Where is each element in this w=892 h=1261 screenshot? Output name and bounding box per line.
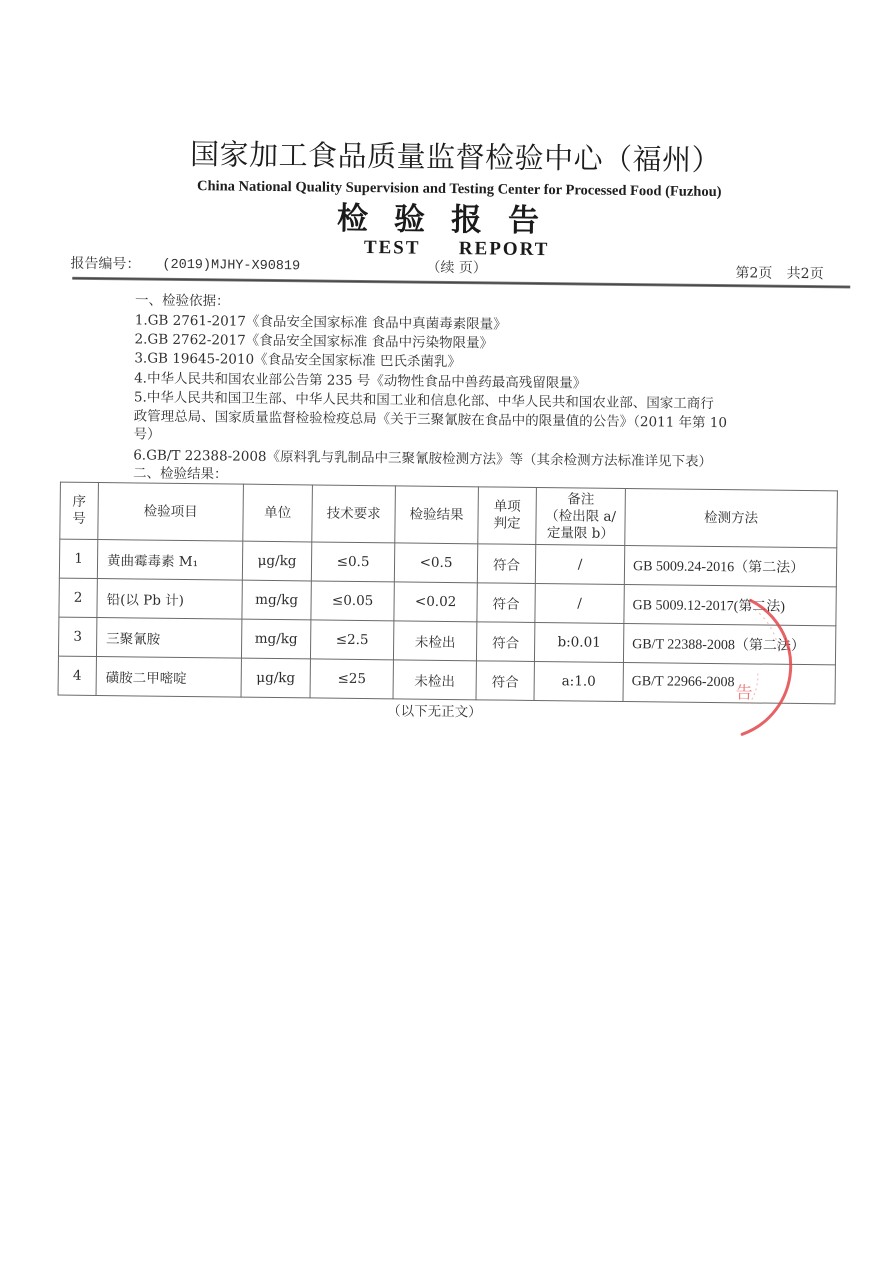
cell-unit: mg/kg [241, 619, 310, 659]
basis-heading: 一、检验依据： [134, 292, 230, 310]
report-number: (2019)MJHY-X90819 [162, 257, 301, 275]
cell-no: 2 [59, 578, 97, 617]
column-header-item [98, 483, 244, 542]
header-line: 单位 [264, 504, 292, 521]
cell-result: 未检出 [393, 660, 476, 700]
cell-requirement: ≤0.5 [311, 542, 394, 582]
cell-method: GB/T 22966-2008 [623, 662, 835, 703]
column-header-no [60, 482, 99, 539]
basis-line: 3.GB 19645-2010《食品安全国家标准 巴氏杀菌乳》 [134, 350, 461, 371]
organization-name-cn: 国家加工食品质量监督检验中心（福州） [189, 137, 722, 178]
cell-no: 1 [59, 539, 97, 578]
header-line: 定量限 b） [546, 524, 614, 542]
cell-judgement: 符合 [477, 544, 535, 584]
header-line: 序 [72, 493, 87, 510]
cell-item: 磺胺二甲嘧啶 [96, 657, 241, 698]
header-line: 号 [72, 510, 86, 527]
report-number-label: 报告编号： [70, 255, 141, 273]
header-line: 检测方法 [704, 509, 759, 526]
cell-no: 4 [58, 656, 96, 695]
cell-result: <0.02 [394, 582, 477, 622]
cell-item: 黄曲霉毒素 M₁ [97, 540, 242, 581]
column-header-unit [243, 484, 313, 542]
cell-item: 三聚氰胺 [96, 618, 241, 659]
report-title-cn: 检验报告 [336, 200, 566, 240]
basis-line: 号） [133, 426, 161, 443]
cell-remark: a:1.0 [534, 661, 623, 701]
cell-remark: / [535, 583, 624, 623]
report-title-en: TEST REPORT [363, 237, 550, 261]
cell-item: 铅(以 Pb 计) [97, 579, 242, 620]
header-divider [72, 277, 850, 289]
results-heading: 二、检验结果： [132, 465, 228, 483]
header-line: 技术要求 [326, 505, 381, 522]
cell-unit: μg/kg [242, 541, 311, 581]
cell-remark: / [535, 544, 624, 584]
column-header-judgement [478, 487, 537, 545]
end-of-text-note: （以下无正文） [387, 703, 482, 721]
cell-requirement: ≤25 [310, 659, 393, 699]
header-line: 检验项目 [143, 503, 198, 520]
cell-result: <0.5 [394, 543, 477, 583]
header-line: 判定 [493, 515, 521, 532]
basis-line: 6.GB/T 22388-2008《原料乳与乳制品中三聚氰胺检测方法》等（其余检测方法标准详见下表） [133, 447, 713, 470]
basis-line: 1.GB 2761-2017《食品安全国家标准 食品中真菌毒素限量》 [134, 312, 507, 333]
cell-judgement: 符合 [476, 661, 534, 701]
basis-line: 5.中华人民共和国卫生部、中华人民共和国工业和信息化部、中华人民共和国农业部、国家工商行 [133, 389, 714, 412]
header-line: 单项 [493, 498, 521, 515]
column-header-result [395, 486, 479, 544]
cell-no: 3 [58, 617, 96, 656]
continuation-label: （续 页） [426, 259, 487, 277]
basis-line: 政管理总局、国家质量监督检验检疫总局《关于三聚氰胺在食品中的限量值的公告》（2011 年第 10 [133, 408, 728, 432]
page-info: 第2页 共2页 [735, 265, 824, 283]
cell-requirement: ≤2.5 [310, 620, 393, 660]
header-line: 检验结果 [409, 506, 464, 523]
cell-requirement: ≤0.05 [311, 581, 394, 621]
seal-character: 告 [735, 683, 753, 704]
cell-method: GB/T 22388-2008（第二法） [623, 623, 835, 664]
basis-line: 4.中华人民共和国农业部公告第 235 号《动物性食品中兽药最高残留限量》 [134, 370, 587, 392]
organization-name-en: China National Quality Supervision and Testing Center for Processed Food (Fuzhou) [196, 178, 722, 201]
cell-remark: b:0.01 [534, 622, 623, 662]
table-row [58, 656, 835, 704]
table-header-row [60, 482, 838, 548]
cell-unit: μg/kg [241, 658, 310, 698]
column-header-remark [536, 487, 626, 545]
cell-unit: mg/kg [242, 580, 311, 620]
column-header-requirement [312, 485, 396, 543]
cell-method: GB 5009.24-2016（第二法） [624, 545, 836, 586]
results-table [58, 482, 838, 705]
cell-result: 未检出 [393, 621, 476, 661]
cell-judgement: 符合 [476, 622, 534, 662]
basis-line: 2.GB 2762-2017《食品安全国家标准 食品中污染物限量》 [134, 331, 494, 352]
header-line: （检出限 a/ [545, 507, 617, 525]
column-header-method [625, 488, 838, 547]
cell-judgement: 符合 [477, 583, 535, 623]
header-line: 备注 [567, 490, 595, 508]
cell-method: GB 5009.12-2017(第二法) [624, 584, 836, 625]
